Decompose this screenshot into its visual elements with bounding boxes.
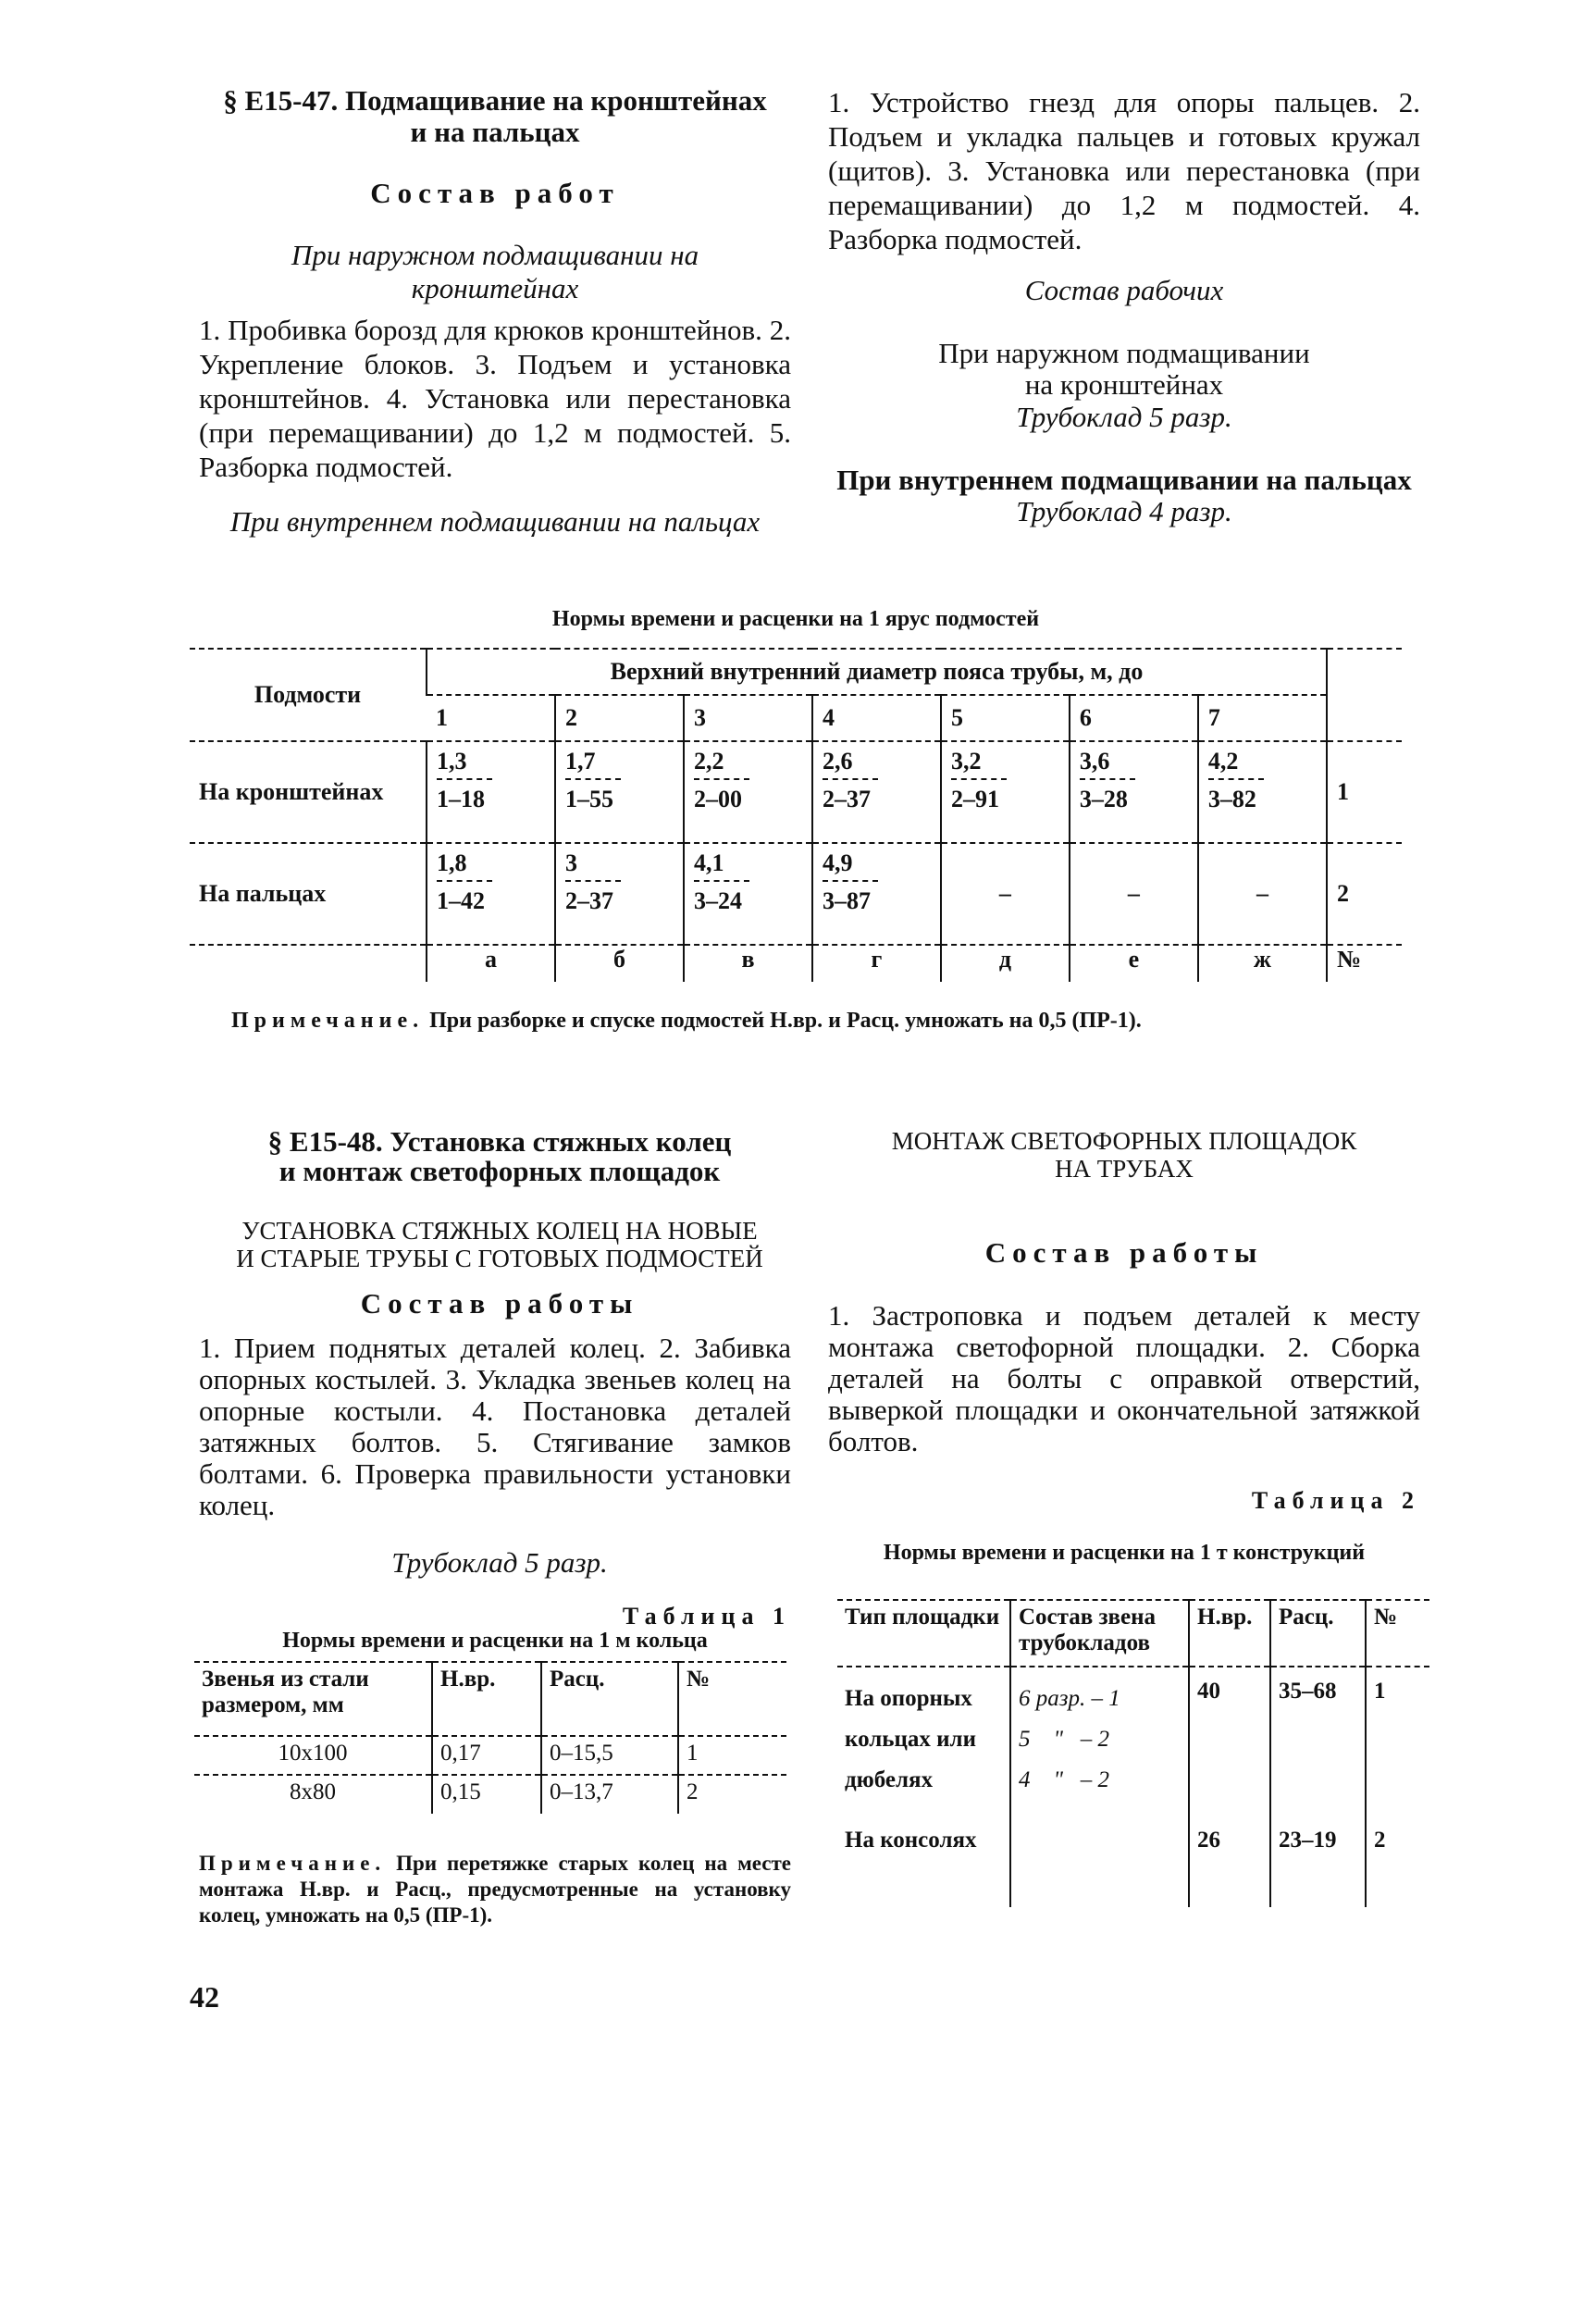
t2-rasc: 35–68 xyxy=(1270,1667,1366,1815)
col-letter: б xyxy=(555,945,684,982)
letters-row xyxy=(190,945,1402,982)
e1548-title: § Е15-48. Установка стяжных колец и монтаж светофорных площадок xyxy=(267,1125,732,1187)
table-row xyxy=(190,843,1402,945)
cell: – xyxy=(941,843,1070,945)
num-header: № xyxy=(1327,945,1402,982)
col-letter: д xyxy=(941,945,1070,982)
col-header: 4 xyxy=(812,695,941,741)
t2-nvr: 40 xyxy=(1189,1667,1270,1815)
t1-cell: 0,15 xyxy=(432,1775,541,1814)
e1547-outer-text: 1. Пробивка борозд для крюков кронштейнов. 2. Укрепление блоков. 3. Подъем и установка кронштейнов. 4. Установка или перестановка (при перемащивании) до 1,2 м подмостей. 5. Разборка подмостей. xyxy=(199,314,791,483)
group-header: Верхний внутренний диаметр пояса трубы, м, до xyxy=(427,649,1327,695)
row-num: 2 xyxy=(1327,843,1402,945)
e1547-inner-heading: При внутреннем подмащивании на пальцах xyxy=(229,505,761,538)
row-header: Подмости xyxy=(190,649,427,741)
t1-cell: 2 xyxy=(678,1775,786,1814)
cell: – xyxy=(1070,843,1198,945)
page-number: 42 xyxy=(190,1980,219,2014)
t2-num: 1 xyxy=(1366,1667,1429,1815)
t1-header: Н.вр. xyxy=(432,1662,541,1736)
e1547-sostav-heading: Состав работ xyxy=(370,177,620,209)
col-header: 5 xyxy=(941,695,1070,741)
main-table-caption: Нормы времени и расценки на 1 ярус подмостей xyxy=(551,607,1040,631)
t2-type: На опорных кольцах или дюбелях xyxy=(845,1686,976,1792)
main-table xyxy=(190,648,1402,982)
t2-nvr: 26 xyxy=(1189,1815,1270,1907)
e1547-outer-heading: При наружном подмащивании на кронштейнах xyxy=(291,239,699,304)
table-row xyxy=(194,1775,786,1814)
cell: 3 2–37 xyxy=(555,843,684,945)
table1-caption: Нормы времени и расценки на 1 м кольца xyxy=(282,1629,708,1653)
col-header: 7 xyxy=(1198,695,1327,741)
cell: 1,8 1–42 xyxy=(427,843,555,945)
e1547-title: § Е15-47. Подмащивание на кронштейнах и на пальцах xyxy=(223,84,767,148)
cell: 2,2 2–00 xyxy=(684,741,812,843)
table2-label: Таблица 2 xyxy=(1251,1487,1420,1514)
table1-label: Таблица 1 xyxy=(622,1603,791,1630)
table-row xyxy=(190,741,1402,843)
table2-caption: Нормы времени и расценки на 1 т конструкций xyxy=(883,1541,1366,1565)
t1-cell: 0–15,5 xyxy=(541,1736,678,1775)
col-letter: е xyxy=(1070,945,1198,982)
workers-outer-grade: Трубоклад 5 разр. xyxy=(1016,401,1232,433)
t2-rasc: 23–19 xyxy=(1270,1815,1366,1907)
col-header: 6 xyxy=(1070,695,1198,741)
cell: 3,6 3–28 xyxy=(1070,741,1198,843)
t2-type: На консолях xyxy=(845,1828,977,1853)
table-row xyxy=(837,1815,1429,1907)
workers-outer: При наружном подмащивании на кронштейнах xyxy=(938,337,1310,401)
table-row xyxy=(837,1667,1429,1815)
cell: 4,2 3–82 xyxy=(1198,741,1327,843)
workers-heading: Состав рабочих xyxy=(1024,274,1224,306)
row-num: 1 xyxy=(1327,741,1402,843)
cell: – xyxy=(1198,843,1327,945)
cell: 3,2 2–91 xyxy=(941,741,1070,843)
t2-crew: 6 разр. – 1 5 " – 2 4 " – 2 xyxy=(1010,1667,1189,1815)
workers-inner: При внутреннем подмащивании на пальцах xyxy=(836,464,1412,496)
col-letter: а xyxy=(427,945,555,982)
t2-num: 2 xyxy=(1366,1815,1429,1907)
montazh-sostav-heading: Состав работы xyxy=(984,1236,1264,1269)
t2-header: Тип площадки xyxy=(837,1600,1010,1667)
table1-note: Примечание. При перетяжке старых колец на месте монтажа Н.вр. и Расц., предусмотренные на установку колец, умножать на 0,5 (ПР-1). xyxy=(199,1852,791,1927)
e1548-sostav-heading: Состав работы xyxy=(360,1287,639,1320)
row-label: На кронштейнах xyxy=(190,741,427,843)
e1548-grade: Трубоклад 5 разр. xyxy=(391,1546,608,1579)
t1-cell: 0,17 xyxy=(432,1736,541,1775)
t1-header: Расц. xyxy=(541,1662,678,1736)
t1-header: № xyxy=(678,1662,786,1736)
main-table-note: Примечание. При разборке и спуске подмостей Н.вр. и Расц. умножать на 0,5 (ПР-1). xyxy=(231,1009,1142,1033)
e1547-inner-text: 1. Устройство гнезд для опоры пальцев. 2. Подъем и укладка пальцев и готовых кружал (щитов). 3. Установка или перестановка (при перемащивании) до 1,2 м подмостей. 4. Разборка подмостей. xyxy=(828,86,1420,255)
t1-cell: 8x80 xyxy=(290,1779,336,1804)
cell: 4,9 3–87 xyxy=(812,843,941,945)
cell: 1,3 1–18 xyxy=(427,741,555,843)
t2-header: Состав звена трубокладов xyxy=(1010,1600,1189,1667)
e1548-sub-heading: УСТАНОВКА СТЯЖНЫХ КОЛЕЦ НА НОВЫЕ И СТАРЫЕ ТРУБЫ С ГОТОВЫХ ПОДМОСТЕЙ xyxy=(236,1217,763,1272)
t1-cell: 0–13,7 xyxy=(541,1775,678,1814)
col-header: 1 xyxy=(427,695,555,741)
e1548-text: 1. Прием поднятых деталей колец. 2. Забивка опорных костылей. 3. Укладка звеньев колец на опорные костыли. 4. Постановка деталей затяжных болтов. 5. Стягивание замков болтами. 6. Проверка правильности установки колец. xyxy=(199,1332,791,1521)
cell: 1,7 1–55 xyxy=(555,741,684,843)
col-header: 2 xyxy=(555,695,684,741)
montazh-heading: МОНТАЖ СВЕТОФОРНЫХ ПЛОЩАДОК НА ТРУБАХ xyxy=(891,1127,1357,1183)
row-label: На пальцах xyxy=(190,843,427,945)
table2 xyxy=(837,1599,1429,1907)
t2-crew xyxy=(1010,1815,1189,1907)
t1-cell: 10x100 xyxy=(194,1736,432,1775)
montazh-text: 1. Застроповка и подъем деталей к месту монтажа светофорной площадки. 2. Сборка деталей на болты с оправкой отверстий, выверкой площадки и окончательной затяжкой болтов. xyxy=(828,1299,1420,1457)
table-row xyxy=(194,1736,786,1775)
col-letter: г xyxy=(812,945,941,982)
t2-header: Н.вр. xyxy=(1189,1600,1270,1667)
t1-cell: 1 xyxy=(678,1736,786,1775)
t1-header: Звенья из стали размером, мм xyxy=(194,1662,432,1736)
table1 xyxy=(194,1661,786,1814)
col-header: 3 xyxy=(684,695,812,741)
t2-header: Расц. xyxy=(1270,1600,1366,1667)
cell: 4,1 3–24 xyxy=(684,843,812,945)
workers-inner-grade: Трубоклад 4 разр. xyxy=(1016,495,1232,527)
col-letter: ж xyxy=(1198,945,1327,982)
col-letter: в xyxy=(684,945,812,982)
cell: 2,6 2–37 xyxy=(812,741,941,843)
t2-header: № xyxy=(1366,1600,1429,1667)
